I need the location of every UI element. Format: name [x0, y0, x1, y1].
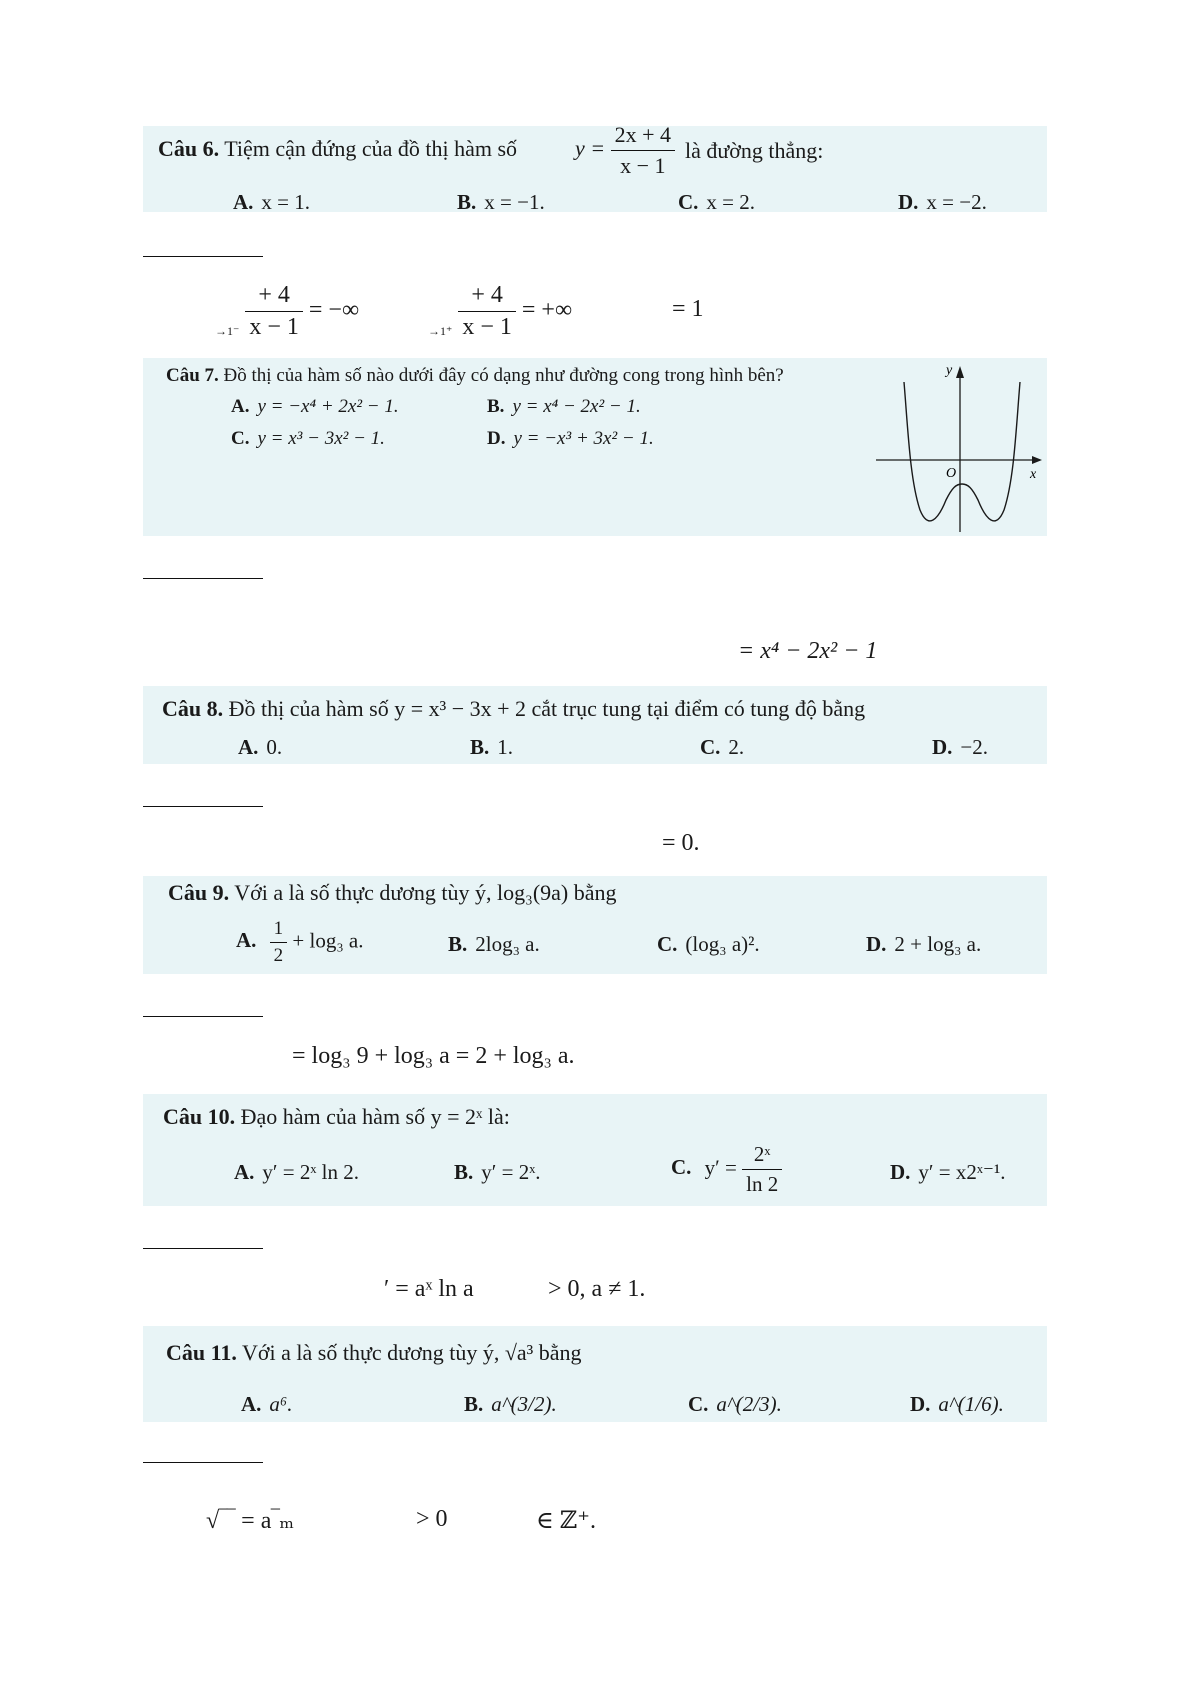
question-10-stem: [163, 1104, 510, 1130]
question-7-option-b[interactable]: B. y = x⁴ − 2x² − 1.: [487, 396, 641, 417]
graph-y-arrow: [956, 366, 964, 378]
question-6-option-d[interactable]: D. x = −2.: [898, 190, 987, 214]
question-6-text-after: là đường thẳng:: [685, 138, 824, 163]
question-9-stem: [168, 880, 617, 906]
question-10-option-c[interactable]: C. y′ = $\frac{\text{2ˣ}}{\ln 2}$: [671, 1142, 782, 1197]
solution-7-divider: [143, 578, 263, 579]
question-8-option-c[interactable]: C. 2.: [700, 735, 745, 759]
question-9-label: Câu 9.: [168, 880, 230, 905]
solution-11-condition: > 0: [416, 1506, 448, 1532]
question-6-option-c[interactable]: C. x = 2.: [678, 190, 756, 214]
solution-10-formula: ′ = aˣ ln a: [384, 1276, 474, 1302]
solution-11-divider: [143, 1462, 263, 1463]
question-7-option-c[interactable]: C. y = x³ − 3x² − 1.: [231, 428, 385, 449]
question-7-option-d[interactable]: D. y = −x³ + 3x² − 1.: [487, 428, 654, 449]
graph-x-arrow: [1032, 456, 1042, 464]
graph-curve: [904, 382, 1020, 521]
graph-x-label: x: [1030, 467, 1037, 482]
question-9-option-a[interactable]: A. $\frac{1}{2}$ + log₃ a.: [236, 918, 364, 966]
question-8-text: Đồ thị của hàm số y = x³ − 3x + 2 cắt trục tung tại điểm có tung độ bằng: [228, 696, 866, 721]
question-10-option-d[interactable]: D. y′ = x2ˣ⁻¹.: [890, 1160, 1006, 1184]
solution-7-result: = x⁴ − 2x² − 1: [738, 638, 878, 664]
question-10-option-a[interactable]: A. y′ = 2ˣ ln 2.: [234, 1160, 360, 1184]
question-6-label: Câu 6.: [158, 136, 220, 161]
solution-10-divider: [143, 1248, 263, 1249]
question-6-option-a[interactable]: A. x = 1.: [233, 190, 311, 214]
question-8-option-b[interactable]: B. 1.: [470, 735, 514, 759]
question-11-stem: [166, 1340, 582, 1366]
question-8-stem: [162, 696, 865, 722]
question-8-option-a[interactable]: A. 0.: [238, 735, 283, 759]
question-8-label: Câu 8.: [162, 696, 224, 721]
question-6-formula: [575, 122, 675, 179]
graph-origin-label: O: [946, 466, 957, 481]
solution-6-limit-1: $_{\to 1^-}$ $\frac{+ 4}{x - 1}$ = −∞: [215, 282, 360, 340]
question-6-y-eq: y =: [575, 135, 606, 161]
question-11-option-a[interactable]: A. a⁶.: [241, 1392, 293, 1416]
solution-8-divider: [143, 806, 263, 807]
question-11-text: Với a là số thực dương tùy ý, √a³ bằng: [242, 1340, 582, 1365]
question-11-label: Câu 11.: [166, 1340, 237, 1365]
solution-11-domain: ∈ ℤ⁺.: [536, 1508, 596, 1534]
question-6-stem: [158, 136, 517, 162]
question-7-graph: [870, 360, 1050, 536]
question-7-label: Câu 7.: [166, 365, 219, 386]
question-11-option-b[interactable]: B. a^(3/2).: [464, 1392, 557, 1416]
question-6-fraction: [611, 122, 675, 179]
solution-10-condition: > 0, a ≠ 1.: [548, 1276, 646, 1302]
question-10-option-b[interactable]: B. y′ = 2ˣ.: [454, 1160, 541, 1184]
question-9-option-d[interactable]: D. 2 + log₃ a.: [866, 932, 982, 956]
question-11-option-c[interactable]: C. a^(2/3).: [688, 1392, 782, 1416]
solution-11-formula: √‾‾ = a‾ₘ: [206, 1508, 295, 1534]
question-6-frac-num: 2x + 4: [614, 122, 672, 147]
question-10-text: Đạo hàm của hàm số y = 2ˣ là:: [240, 1104, 510, 1129]
question-9-option-c[interactable]: C. (log₃ a)².: [657, 932, 760, 956]
question-6-option-b[interactable]: B. x = −1.: [457, 190, 545, 214]
graph-y-label: y: [946, 363, 953, 378]
question-9-text: Với a là số thực dương tùy ý, log₃(9a) bằng: [234, 880, 617, 905]
solution-8-result: = 0.: [662, 830, 700, 856]
solution-6-divider: [143, 256, 263, 257]
question-10-label: Câu 10.: [163, 1104, 236, 1129]
question-6-text: Tiệm cận đứng của đồ thị hàm số: [224, 136, 518, 161]
question-7-text: Đồ thị của hàm số nào dưới đây có dạng như đường cong trong hình bên?: [223, 365, 784, 386]
solution-6-result: = 1: [672, 296, 704, 322]
question-6-frac-den: x − 1: [611, 150, 675, 179]
question-11-option-d[interactable]: D. a^(1/6).: [910, 1392, 1004, 1416]
solution-6-limit-2: $_{\to 1^+}$ $\frac{+ 4}{x - 1}$ = +∞: [428, 282, 573, 340]
question-7-option-a[interactable]: A. y = −x⁴ + 2x² − 1.: [231, 396, 399, 417]
question-8-option-d[interactable]: D. −2.: [932, 735, 989, 759]
question-7-stem: [166, 365, 784, 387]
question-9-option-b[interactable]: B. 2log₃ a.: [448, 932, 540, 956]
solution-9-divider: [143, 1016, 263, 1017]
solution-9-result: = log₃ 9 + log₃ a = 2 + log₃ a.: [292, 1043, 575, 1069]
